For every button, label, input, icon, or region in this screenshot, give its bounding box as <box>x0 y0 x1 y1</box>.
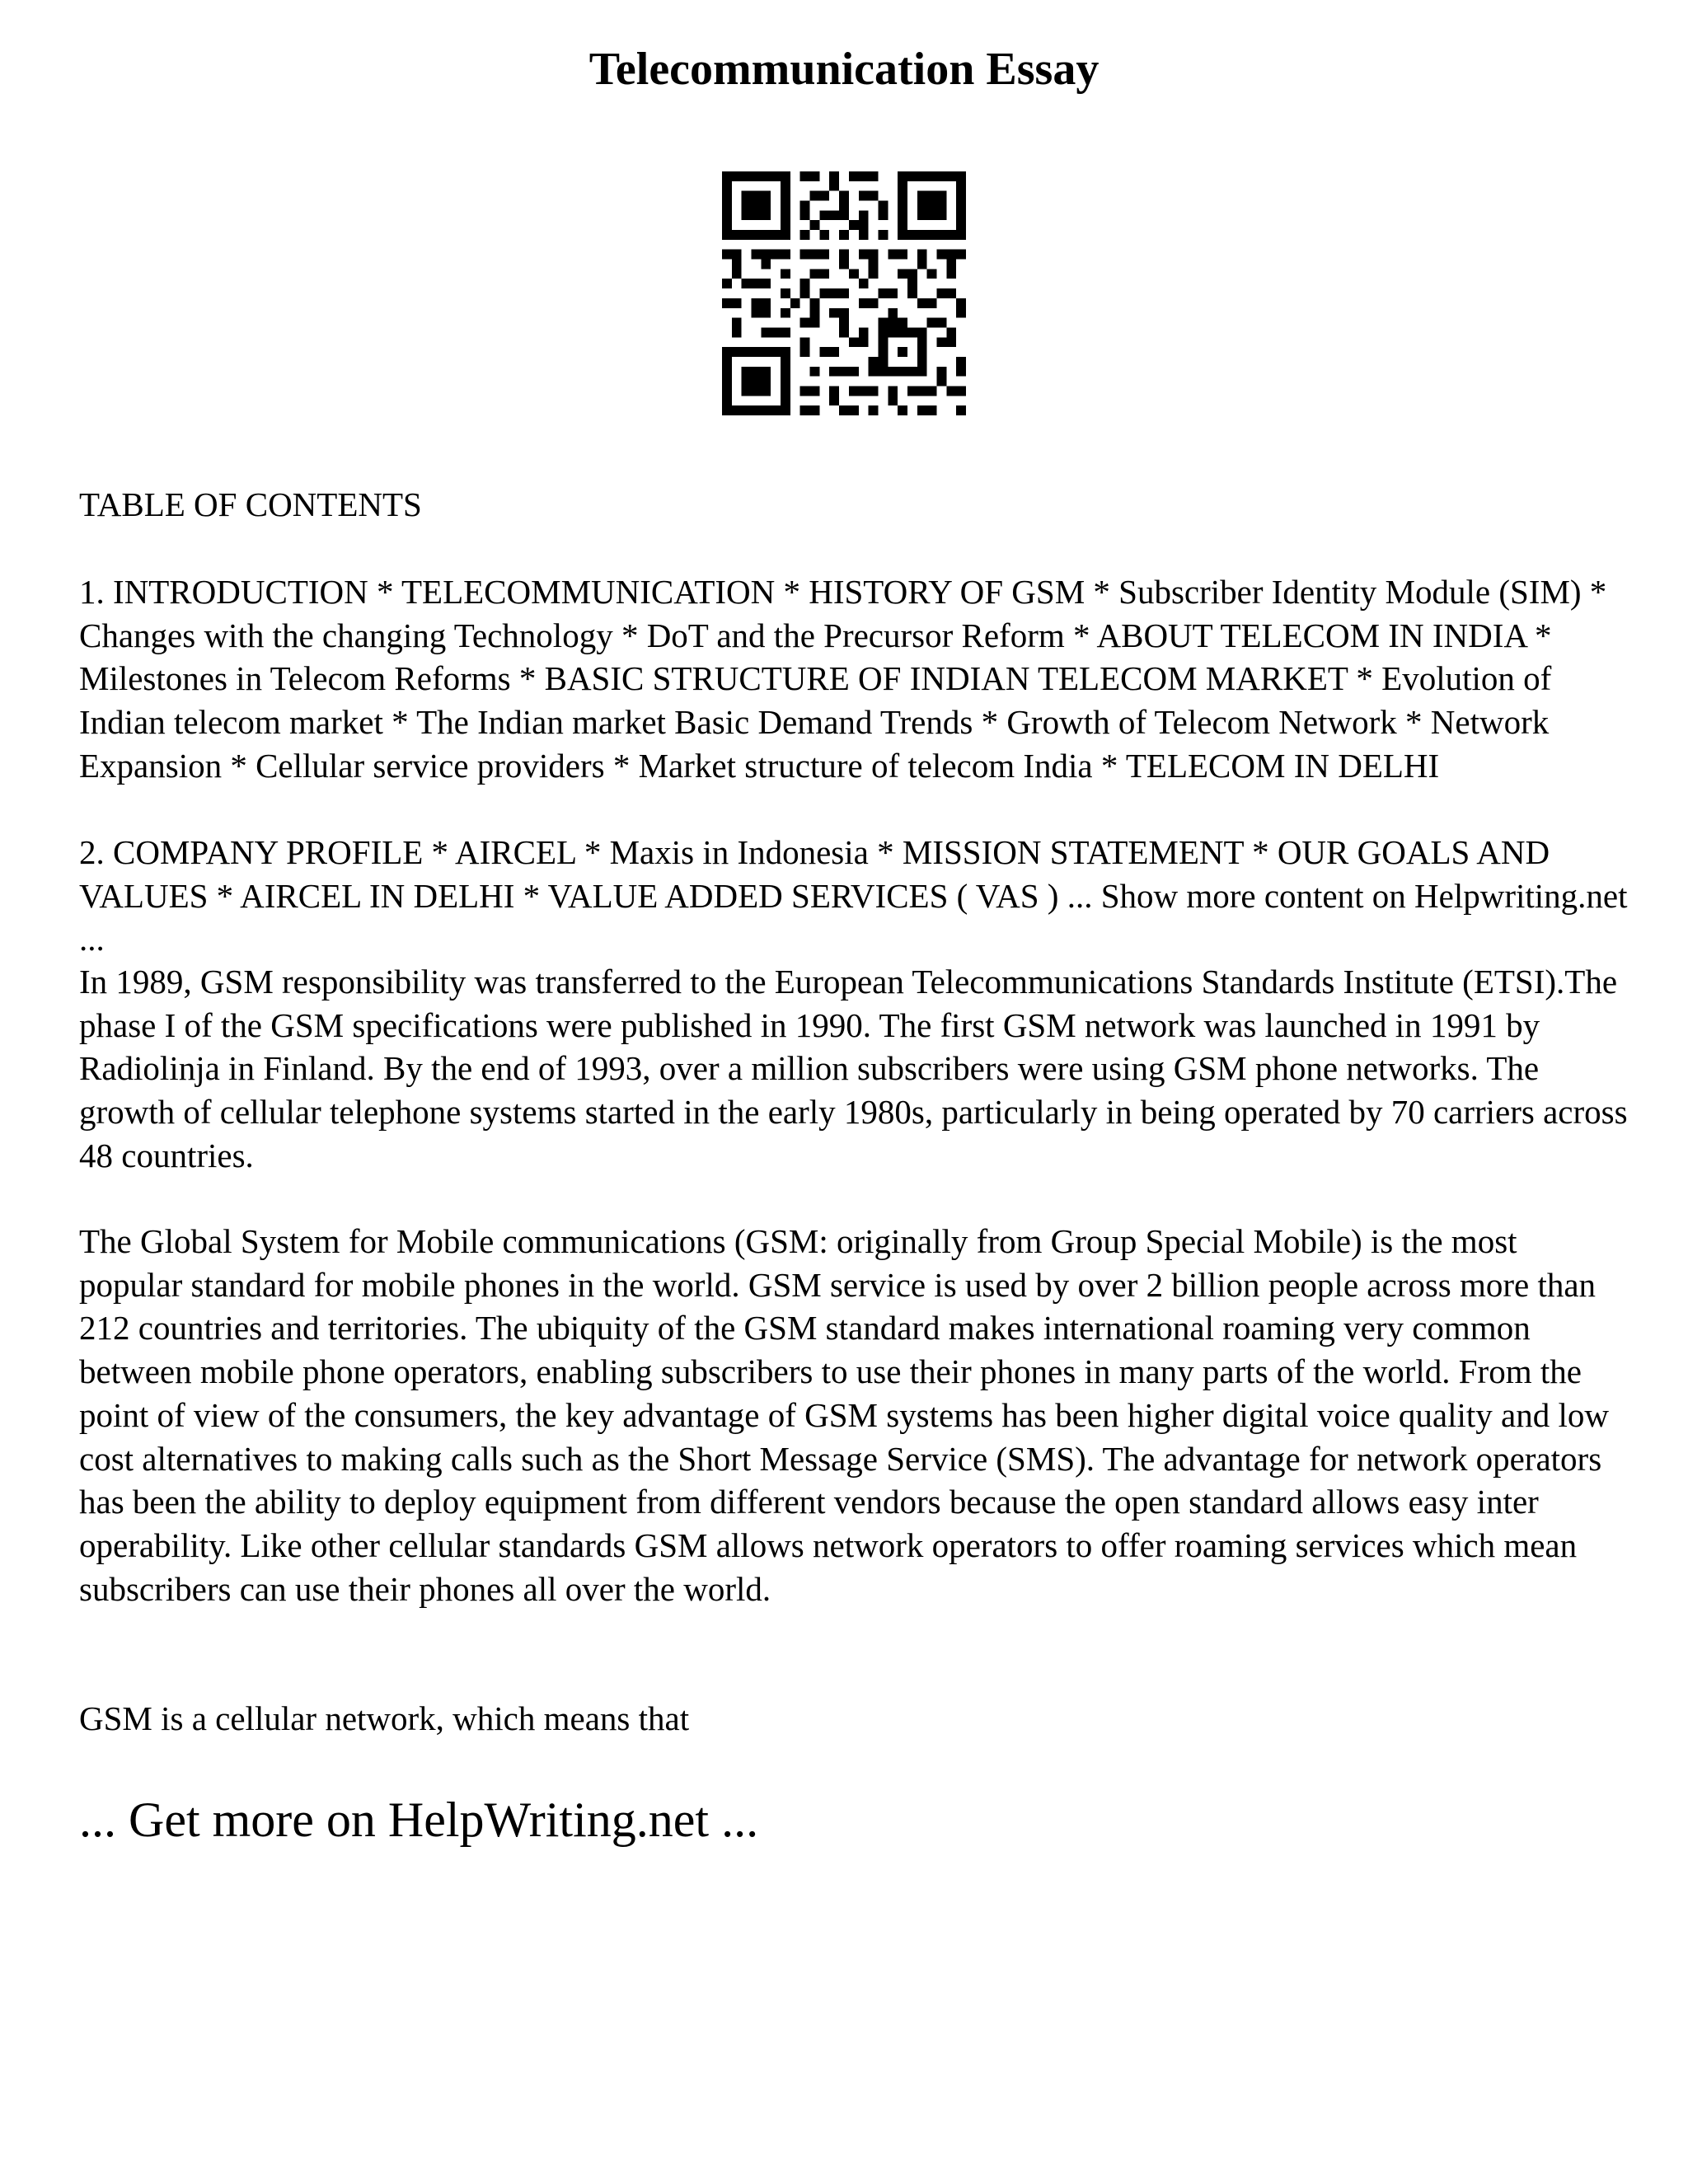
toc-item-company-profile: 2. COMPANY PROFILE * AIRCEL * Maxis in Indonesia * MISSION STATEMENT * OUR GOALS AND VALUES * AIRCEL IN DELHI * VALUE ADDED SERVICES ( VAS ) ... Show more content on Helpwriting.net ... <box>79 833 1628 958</box>
toc-heading: TABLE OF CONTENTS <box>79 485 422 523</box>
get-more-link[interactable]: ... Get more on HelpWriting.net ... <box>79 1793 759 1847</box>
paragraph-gsm-cellular: GSM is a cellular network, which means that <box>79 1699 690 1737</box>
toc-item-introduction: 1. INTRODUCTION * TELECOMMUNICATION * HISTORY OF GSM * Subscriber Identity Module (SIM) * Changes with the changing Technology * DoT and the Precursor Reform * ABOUT TELECOM IN INDIA * Milestones in Telecom Reforms * BASIC STRUCTURE OF INDIAN TELECOM MARKET * Evolution of Indian telecom market * The Indian market Basic Demand Trends * Growth of Telecom Network * Network Expansion * Cellular service providers * Market structure of telecom India * TELECOM IN DELHI <box>79 573 1607 785</box>
paragraph-gsm-overview: The Global System for Mobile communications (GSM: originally from Group Special Mobile) is the most popular standard for mobile phones in the world. GSM service is used by over 2 billion people across more than 212 countries and territories. The ubiquity of the GSM standard makes international roaming very common between mobile phone operators, enabling subscribers to use their phones in many parts of the world. From the point of view of the consumers, the key advantage of GSM systems has been higher digital voice quality and low cost alternatives to making calls such as the Short Message Service (SMS). The advantage for network operators has been the ability to deploy equipment from different vendors because the open standard allows easy inter operability. Like other cellular standards GSM allows network operators to offer roaming services which mean subscribers can use their phones all over the world. <box>79 1222 1609 1608</box>
qr-code-graphic <box>722 171 966 415</box>
qr-code-icon <box>722 171 966 415</box>
document-title: Telecommunication Essay <box>588 44 1100 95</box>
paragraph-gsm-history: In 1989, GSM responsibility was transferred to the European Telecommunications Standards Institute (ETSI).The phase I of the GSM specifications were published in 1990. The first GSM network was launched in 1991 by Radiolinja in Finland. By the end of 1993, over a million subscribers were using GSM phone networks. The growth of cellular telephone systems started in the early 1980s, particularly in being operated by 70 carriers across 48 countries. <box>79 963 1628 1174</box>
